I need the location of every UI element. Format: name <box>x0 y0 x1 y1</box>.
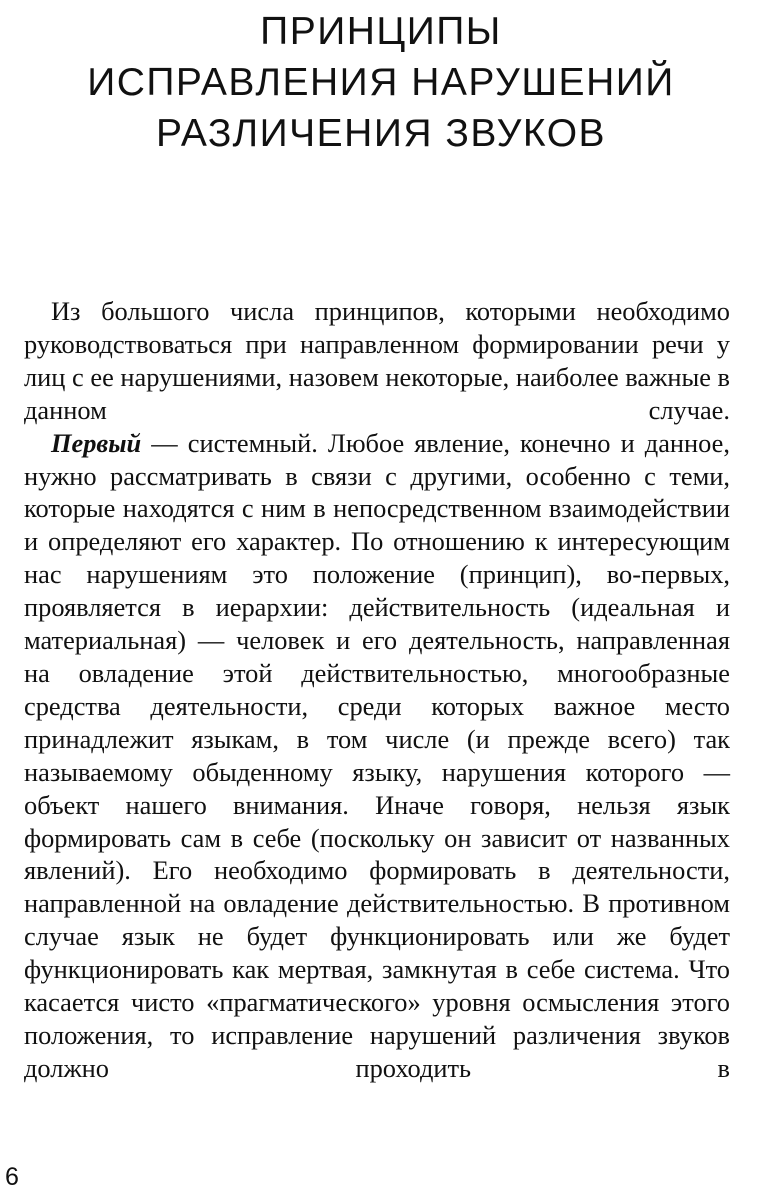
paragraph-first-principle-text: — системный. Любое явление, конечно и данное, нужно рассматривать в связи с другими, особенно с теми, которые находятся с ним в непосредственном взаимодействии и определяют его характер. По отношению к интересующим нас нарушениям это положение (принцип), во-первых, проявляется в иерархии: действительность (идеальная и материальная) — человек и его деятельность, направленная на овладение этой действительностью, многообразные средства деятельности, среди которых важное место принадлежит языкам, в том числе (и прежде всего) так называемому обыденному языку, нарушения которого — объект нашего внимания. Иначе говоря, нельзя язык формировать сам в себе (поскольку он зависит от названных явлений). Его необходимо формировать в деятельности, направленной на овладение действительностью. В противном случае язык не будет функционировать или же будет функционировать как мертвая, замкнутая в себе система. Что касается чисто «прагматического» уровня осмысления этого положения, то исправление нарушений различения звуков должно проходить в <box>24 427 730 1083</box>
chapter-title-line-2: ИСПРАВЛЕНИЯ НАРУШЕНИЙ <box>87 61 675 104</box>
paragraph-intro <box>24 295 730 427</box>
body-text <box>24 295 730 1085</box>
chapter-title-line-1: ПРИНЦИПЫ <box>260 10 502 53</box>
paragraph-intro-text: Из большого числа принципов, которыми необходимо руководствоваться при направленном формировании речи у лиц с ее нарушениями, назовем некоторые, наиболее важные в данном случае. <box>24 296 730 425</box>
page-number: 6 <box>5 1163 19 1191</box>
paragraph-first-principle <box>24 427 730 1085</box>
paragraph-lead-word: Первый <box>51 427 142 458</box>
chapter-title <box>0 6 762 159</box>
chapter-title-line-3: РАЗЛИЧЕНИЯ ЗВУКОВ <box>155 112 607 155</box>
